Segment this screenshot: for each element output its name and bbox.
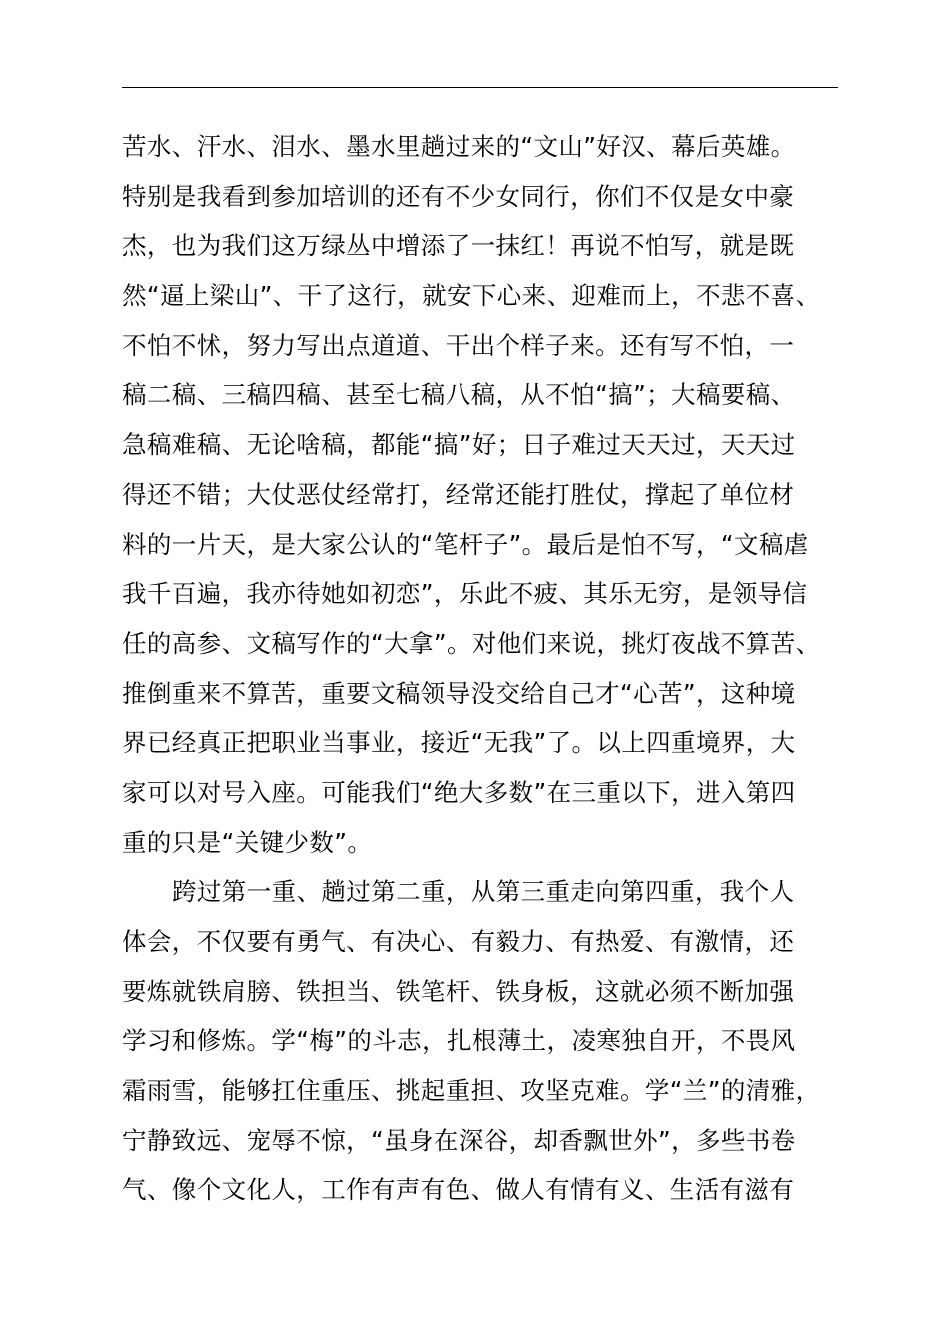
text-line: 霜雨雪，能够扛住重压、挑起重担、攻坚克难。学“兰”的清雅， xyxy=(122,1076,821,1106)
text-line: 体会，不仅要有勇气、有决心、有毅力、有热爱、有激情，还 xyxy=(122,927,795,956)
text-line: 宁静致远、宠辱不惊，“虽身在深谷，却香飘世外”，多些书卷 xyxy=(122,1125,796,1155)
text-line: 家可以对号入座。可能我们“绝大多数”在三重以下，进入第四 xyxy=(122,777,796,807)
text-line: 气、像个文化人，工作有声有色、做人有情有义、生活有滋有 xyxy=(122,1175,795,1205)
text-line: 得还不错；大仗恶仗经常打，经常还能打胜仗，撑起了单位材 xyxy=(122,479,795,509)
text-line: 重的只是“关键少数”。 xyxy=(122,827,373,857)
text-line: 急稿难稿、无论啥稿，都能“搞”好；日子难过天天过，天天过 xyxy=(122,430,796,460)
text-line: 然“逼上梁山”、干了这行，就安下心来、迎难而上，不悲不喜、 xyxy=(122,281,821,311)
text-line: 我千百遍，我亦待她如初恋”，乐此不疲、其乐无穷，是领导信 xyxy=(122,579,808,609)
text-line: 稿二稿、三稿四稿、甚至七稿八稿，从不怕“搞”；大稿要稿、 xyxy=(122,380,796,410)
text-line: 推倒重来不算苦，重要文稿领导没交给自己才“心苦”，这种境 xyxy=(122,678,796,708)
header-rule xyxy=(122,87,838,88)
text-line: 不怕不怵，努力写出点道道、干出个样子来。还有写不怕，一 xyxy=(122,330,795,360)
text-line: 跨过第一重、趟过第二重，从第三重走向第四重，我个人 xyxy=(172,877,795,907)
text-line: 要炼就铁肩膀、铁担当、铁笔杆、铁身板，这就必须不断加强 xyxy=(122,976,795,1006)
text-line: 界已经真正把职业当事业，接近“无我”了。以上四重境界，大 xyxy=(122,728,796,758)
text-line: 苦水、汗水、泪水、墨水里趟过来的“文山”好汉、幕后英雄。 xyxy=(122,132,796,161)
body-text xyxy=(122,122,862,1215)
text-line: 特别是我看到参加培训的还有不少女同行，你们不仅是女中豪 xyxy=(122,181,795,211)
text-line: 杰，也为我们这万绿丛中增添了一抹红！再说不怕写，就是既 xyxy=(122,231,795,261)
text-line: 料的一片天，是大家公认的“笔杆子”。最后是怕不写，“文稿虐 xyxy=(122,529,809,559)
text-line: 任的高参、文稿写作的“大拿”。对他们来说，挑灯夜战不算苦、 xyxy=(122,628,821,658)
text-line: 学习和修炼。学“梅”的斗志，扎根薄土，凌寒独自开，不畏风 xyxy=(122,1026,796,1056)
